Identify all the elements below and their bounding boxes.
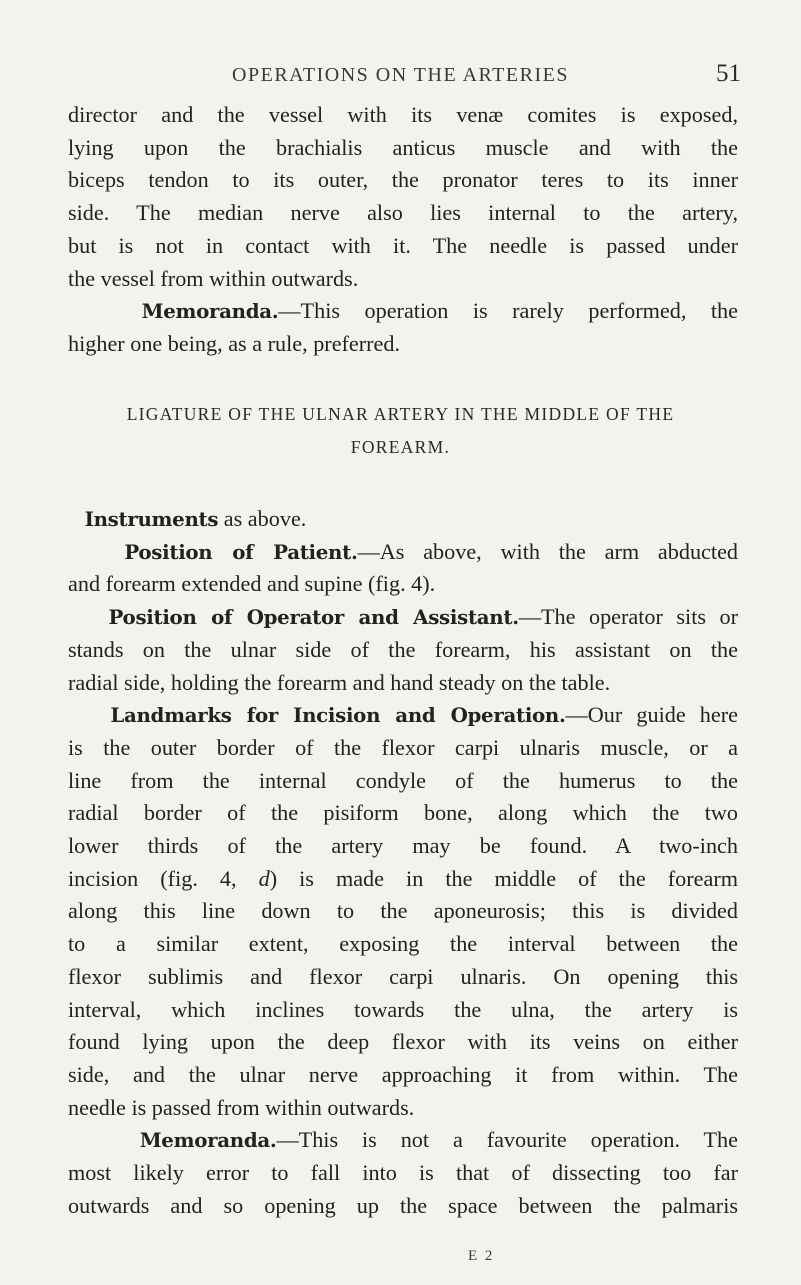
- text-line: lying upon the brachialis anticus muscle and with the: [68, 134, 738, 160]
- section-heading-line: LIGATURE OF THE ULNAR ARTERY IN THE MIDDLE OF THE: [126, 404, 675, 424]
- text-run: —This operation is rarely performed, the: [278, 298, 739, 324]
- text-run: —Our guide here: [565, 702, 738, 728]
- memoranda2-paragraph: [68, 1124, 738, 1157]
- page-number: 51: [716, 60, 741, 87]
- text-line: line from the internal condyle of the humerus to the: [68, 767, 738, 793]
- text-line: along this line down to the aponeurosis; this is divided: [68, 898, 738, 924]
- text-line: [68, 863, 738, 896]
- running-title: OPERATIONS ON THE ARTERIES: [232, 64, 569, 86]
- text-run: —The operator sits or: [518, 604, 738, 630]
- text-line: side. The median nerve also lies internal to the artery,: [68, 200, 738, 226]
- text-line: biceps tendon to its outer, the pronator teres to its inner: [68, 167, 738, 193]
- text-line: lower thirds of the artery may be found. A two-inch: [68, 833, 738, 859]
- memoranda2-label: Memoranda.: [139, 1128, 277, 1153]
- text-line: and forearm extended and supine (fig. 4).: [68, 571, 436, 597]
- text-line: director and the vessel with its venæ comites is exposed,: [68, 102, 738, 127]
- text-run: —This is not a favourite operation. The: [276, 1127, 738, 1153]
- text-line: higher one being, as a rule, preferred.: [68, 330, 401, 356]
- memoranda-paragraph: [68, 295, 738, 328]
- text-line: found lying upon the deep flexor with its veins on either: [68, 1029, 738, 1055]
- landmarks-paragraph: [68, 699, 738, 732]
- text-line: flexor sublimis and flexor carpi ulnaris. On opening this: [68, 963, 738, 989]
- text-line: stands on the ulnar side of the forearm, his assistant on the: [68, 636, 738, 662]
- text-line: the vessel from within outwards.: [68, 265, 359, 291]
- text-line: is the outer border of the flexor carpi ulnaris muscle, or a: [68, 734, 738, 760]
- text-line: but is not in contact with it. The needle is passed under: [68, 232, 738, 258]
- section-heading: [0, 398, 801, 464]
- text-line: outwards and so opening up the space between the palmaris: [68, 1192, 738, 1218]
- running-head: [0, 60, 801, 94]
- memoranda-label: Memoranda.: [141, 299, 279, 324]
- text-run: —As above, with the arm abducted: [357, 538, 739, 564]
- text-line: radial border of the pisiform bone, along which the two: [68, 800, 738, 826]
- landmarks-label: Landmarks for Incision and Operation.: [110, 703, 566, 728]
- position-patient-label: Position of Patient.: [124, 539, 358, 564]
- section-heading-line: FOREARM.: [350, 437, 451, 457]
- position-operator-label: Position of Operator and Assistant.: [108, 605, 519, 630]
- text-line: interval, which inclines towards the ulna, the artery is: [68, 996, 738, 1022]
- main-text: [68, 503, 738, 1222]
- instruments-label: Instruments: [84, 507, 219, 531]
- figure-letter: d: [258, 865, 270, 891]
- signature-mark: E 2: [468, 1248, 495, 1264]
- instruments-paragraph: [68, 503, 738, 536]
- position-operator-paragraph: [68, 601, 738, 634]
- text-line: side, and the ulnar nerve approaching it from within. The: [68, 1061, 738, 1087]
- position-patient-paragraph: [68, 536, 738, 569]
- text-line: to a similar extent, exposing the interval between the: [68, 931, 738, 957]
- text-run: as above.: [218, 506, 307, 531]
- text-line: radial side, holding the forearm and hand steady on the table.: [68, 669, 611, 695]
- text-line: needle is passed from within outwards.: [68, 1094, 415, 1120]
- top-paragraph: [68, 99, 738, 361]
- text-line: most likely error to fall into is that of dissecting too far: [68, 1160, 738, 1186]
- text-run: ) is made in the middle of the forearm: [269, 865, 738, 891]
- text-run: incision (fig. 4,: [68, 865, 259, 891]
